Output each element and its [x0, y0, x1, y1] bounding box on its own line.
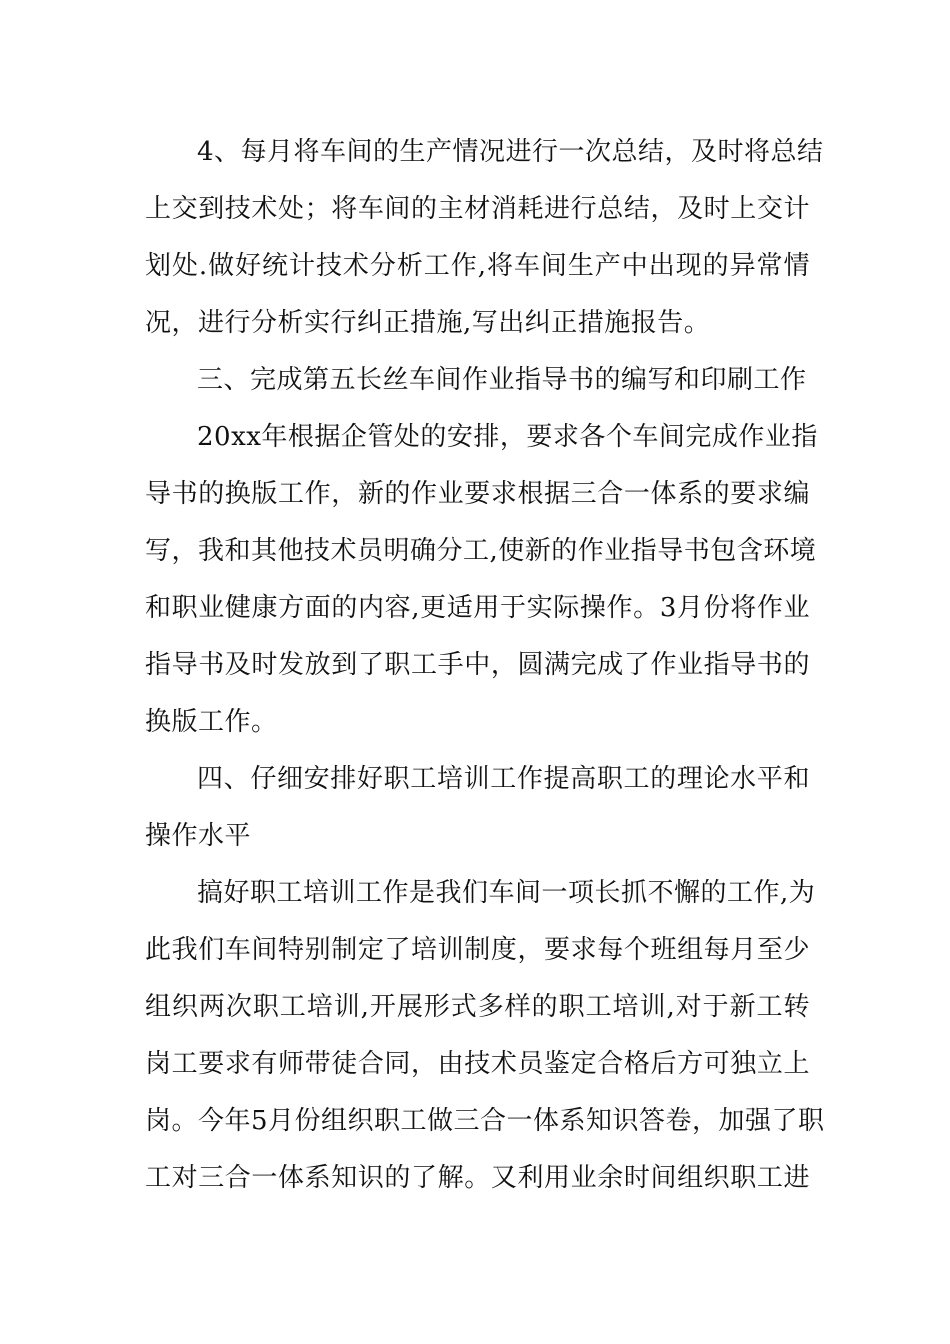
text-line: 指导书及时发放到了职工手中，圆满完成了作业指导书的 — [145, 650, 810, 680]
text-line: 导书的换版工作，新的作业要求根据三合一体系的要求编 — [145, 479, 810, 509]
text-line: 上交到技术处；将车间的主材消耗进行总结，及时上交计 — [145, 194, 810, 224]
section-heading: 三、完成第五长丝车间作业指导书的编写和印刷工作 — [197, 365, 807, 395]
text-line: 岗。今年5月份组织职工做三合一体系知识答卷，加强了职 — [145, 1106, 825, 1136]
text-line: 换版工作。 — [145, 707, 278, 737]
text-line: 况，进行分析实行纠正措施,写出纠正措施报告。 — [145, 308, 711, 338]
section-heading: 四、仔细安排好职工培训工作提高职工的理论水平和 — [197, 764, 810, 794]
text-line: 和职业健康方面的内容,更适用于实际操作。3月份将作业 — [145, 593, 810, 623]
text-line: 4、每月将车间的生产情况进行一次总结，及时将总结 — [197, 137, 824, 167]
text-line: 写，我和其他技术员明确分工,使新的作业指导书包含环境 — [145, 536, 817, 566]
text-line: 划处.做好统计技术分析工作,将车间生产中出现的异常情 — [145, 251, 810, 281]
text-line: 组织两次职工培训,开展形式多样的职工培训,对于新工转 — [145, 992, 810, 1022]
text-line: 工对三合一体系知识的了解。又利用业余时间组织职工进 — [145, 1163, 810, 1193]
text-line: 此我们车间特别制定了培训制度，要求每个班组每月至少 — [145, 935, 810, 965]
section-heading-continued: 操作水平 — [145, 821, 252, 851]
text-line: 岗工要求有师带徒合同，由技术员鉴定合格后方可独立上 — [145, 1049, 810, 1079]
text-line: 搞好职工培训工作是我们车间一项长抓不懈的工作,为 — [197, 878, 816, 908]
text-line: 20xx年根据企管处的安排，要求各个车间完成作业指 — [197, 422, 818, 452]
